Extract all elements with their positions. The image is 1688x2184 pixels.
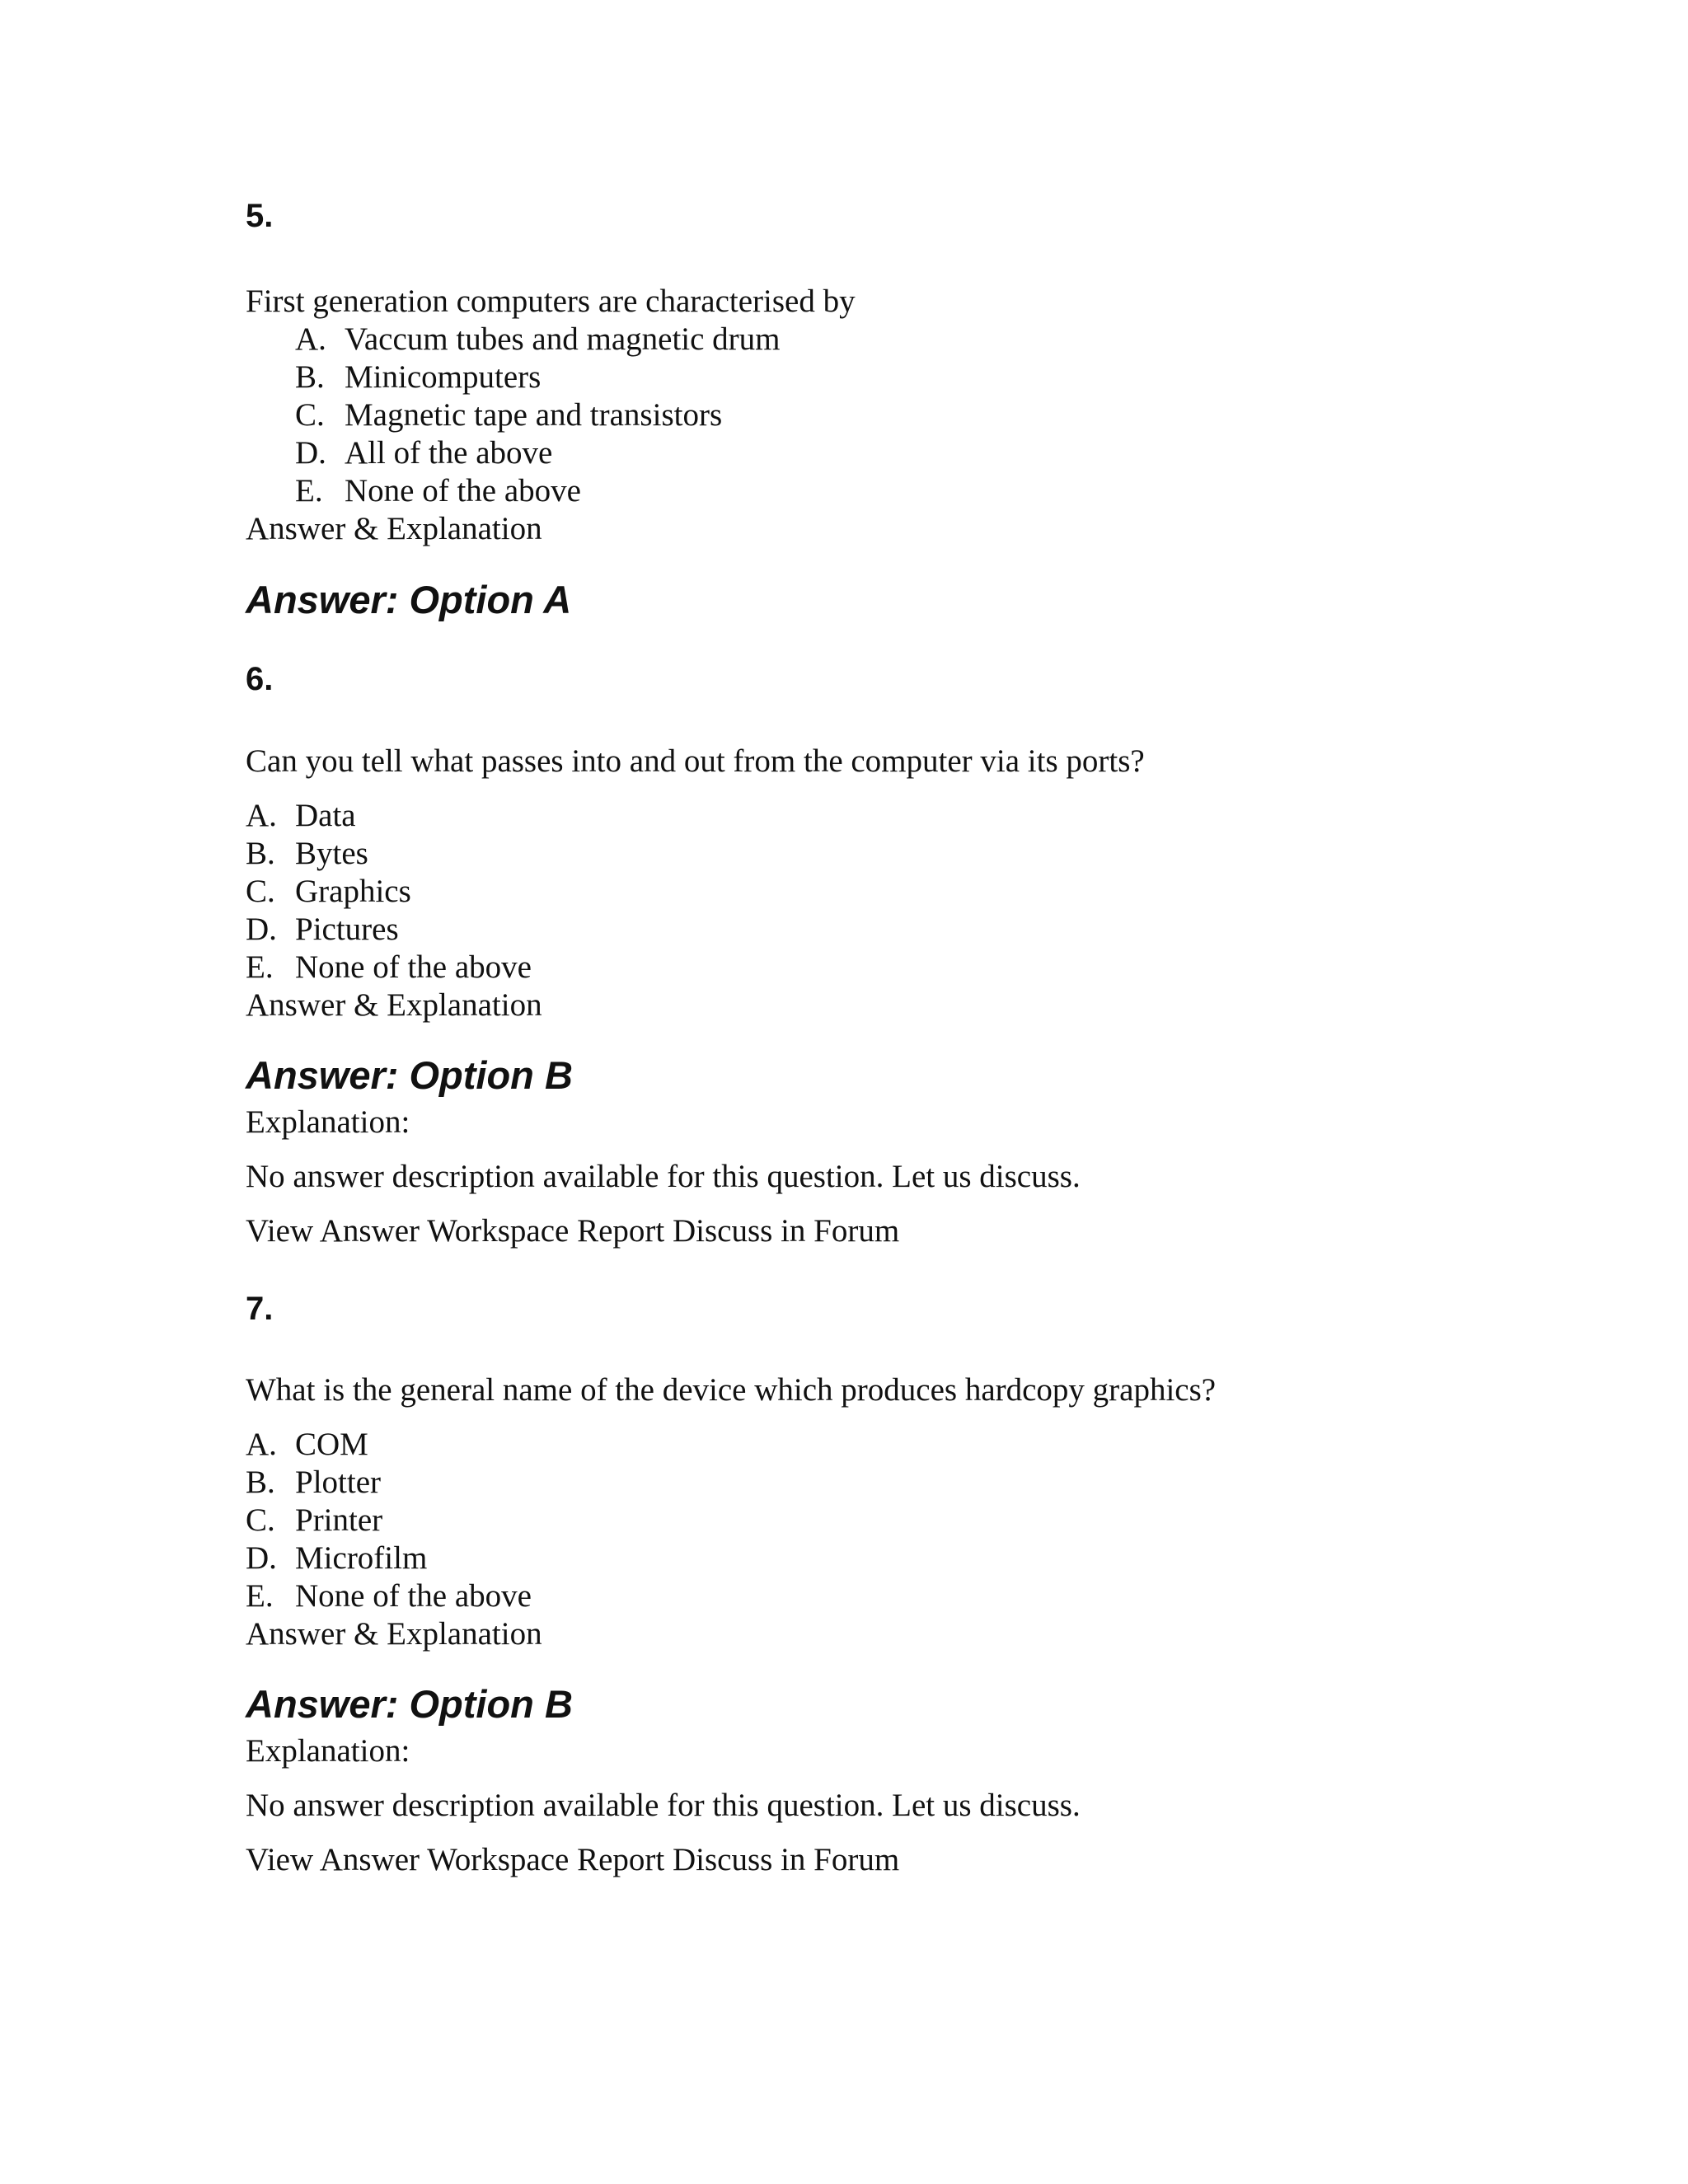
option-item [246,1540,428,1577]
answer-heading: Answer: Option B [246,1682,573,1726]
option-text: Bytes [295,836,368,871]
option-text: Magnetic tape and transistors [345,397,723,433]
option-text: None of the above [295,1578,532,1614]
option-text: Vaccum tubes and magnetic drum [345,321,781,357]
question-text: What is the general name of the device which produces hardcopy graphics? [246,1372,1217,1408]
question-text: Can you tell what passes into and out from the computer via its ports? [246,743,1145,779]
option-letter: A. [246,798,277,833]
answer-explanation-link[interactable]: Answer & Explanation [246,987,542,1023]
option-item [246,1426,368,1464]
answer-heading: Answer: Option B [246,1053,573,1097]
option-letter: C. [246,1502,275,1538]
explanation-label: Explanation: [246,1733,410,1769]
answer-explanation-link[interactable]: Answer & Explanation [246,1616,542,1652]
option-item [246,835,368,873]
option-item [246,1577,532,1615]
option-letter: E. [246,1578,274,1614]
option-item [246,873,411,911]
option-item [295,396,723,434]
question-number: 5. [246,198,274,234]
explanation-text: No answer description available for this question. Let us discuss. [246,1788,1081,1823]
option-letter: D. [246,1540,277,1576]
option-text: None of the above [345,473,581,509]
option-text: Data [295,798,356,833]
question-text: First generation computers are characterised by [246,284,856,319]
question-number: 7. [246,1291,274,1327]
option-letter: D. [246,912,277,947]
option-letter: A. [246,1427,277,1462]
option-text: Pictures [295,912,399,947]
option-text: Plotter [295,1465,381,1500]
option-text: Microfilm [295,1540,428,1576]
option-letter: B. [246,1465,275,1500]
answer-explanation-link[interactable]: Answer & Explanation [246,511,542,546]
option-text: Minicomputers [345,359,542,395]
option-item [295,359,542,396]
option-text: COM [295,1427,368,1462]
option-item [246,1464,381,1502]
option-letter: D. [295,435,326,471]
option-text: Graphics [295,874,411,909]
option-letter: C. [246,874,275,909]
option-letter: B. [295,359,325,395]
footer-links[interactable]: View Answer Workspace Report Discuss in Forum [246,1213,900,1249]
option-item [246,797,356,835]
option-letter: C. [295,397,325,433]
option-item [246,949,532,987]
answer-heading: Answer: Option A [246,578,572,621]
option-letter: E. [295,473,323,509]
option-item [246,911,399,949]
option-item [295,472,581,510]
option-item [295,434,553,472]
option-text: None of the above [295,949,532,985]
explanation-label: Explanation: [246,1104,410,1140]
footer-links[interactable]: View Answer Workspace Report Discuss in Forum [246,1842,900,1877]
option-text: Printer [295,1502,383,1538]
option-letter: E. [246,949,274,985]
explanation-text: No answer description available for this question. Let us discuss. [246,1159,1081,1194]
option-item [295,321,781,359]
option-item [246,1502,383,1540]
option-text: All of the above [345,435,553,471]
option-letter: A. [295,321,326,357]
question-number: 6. [246,661,274,697]
option-letter: B. [246,836,275,871]
